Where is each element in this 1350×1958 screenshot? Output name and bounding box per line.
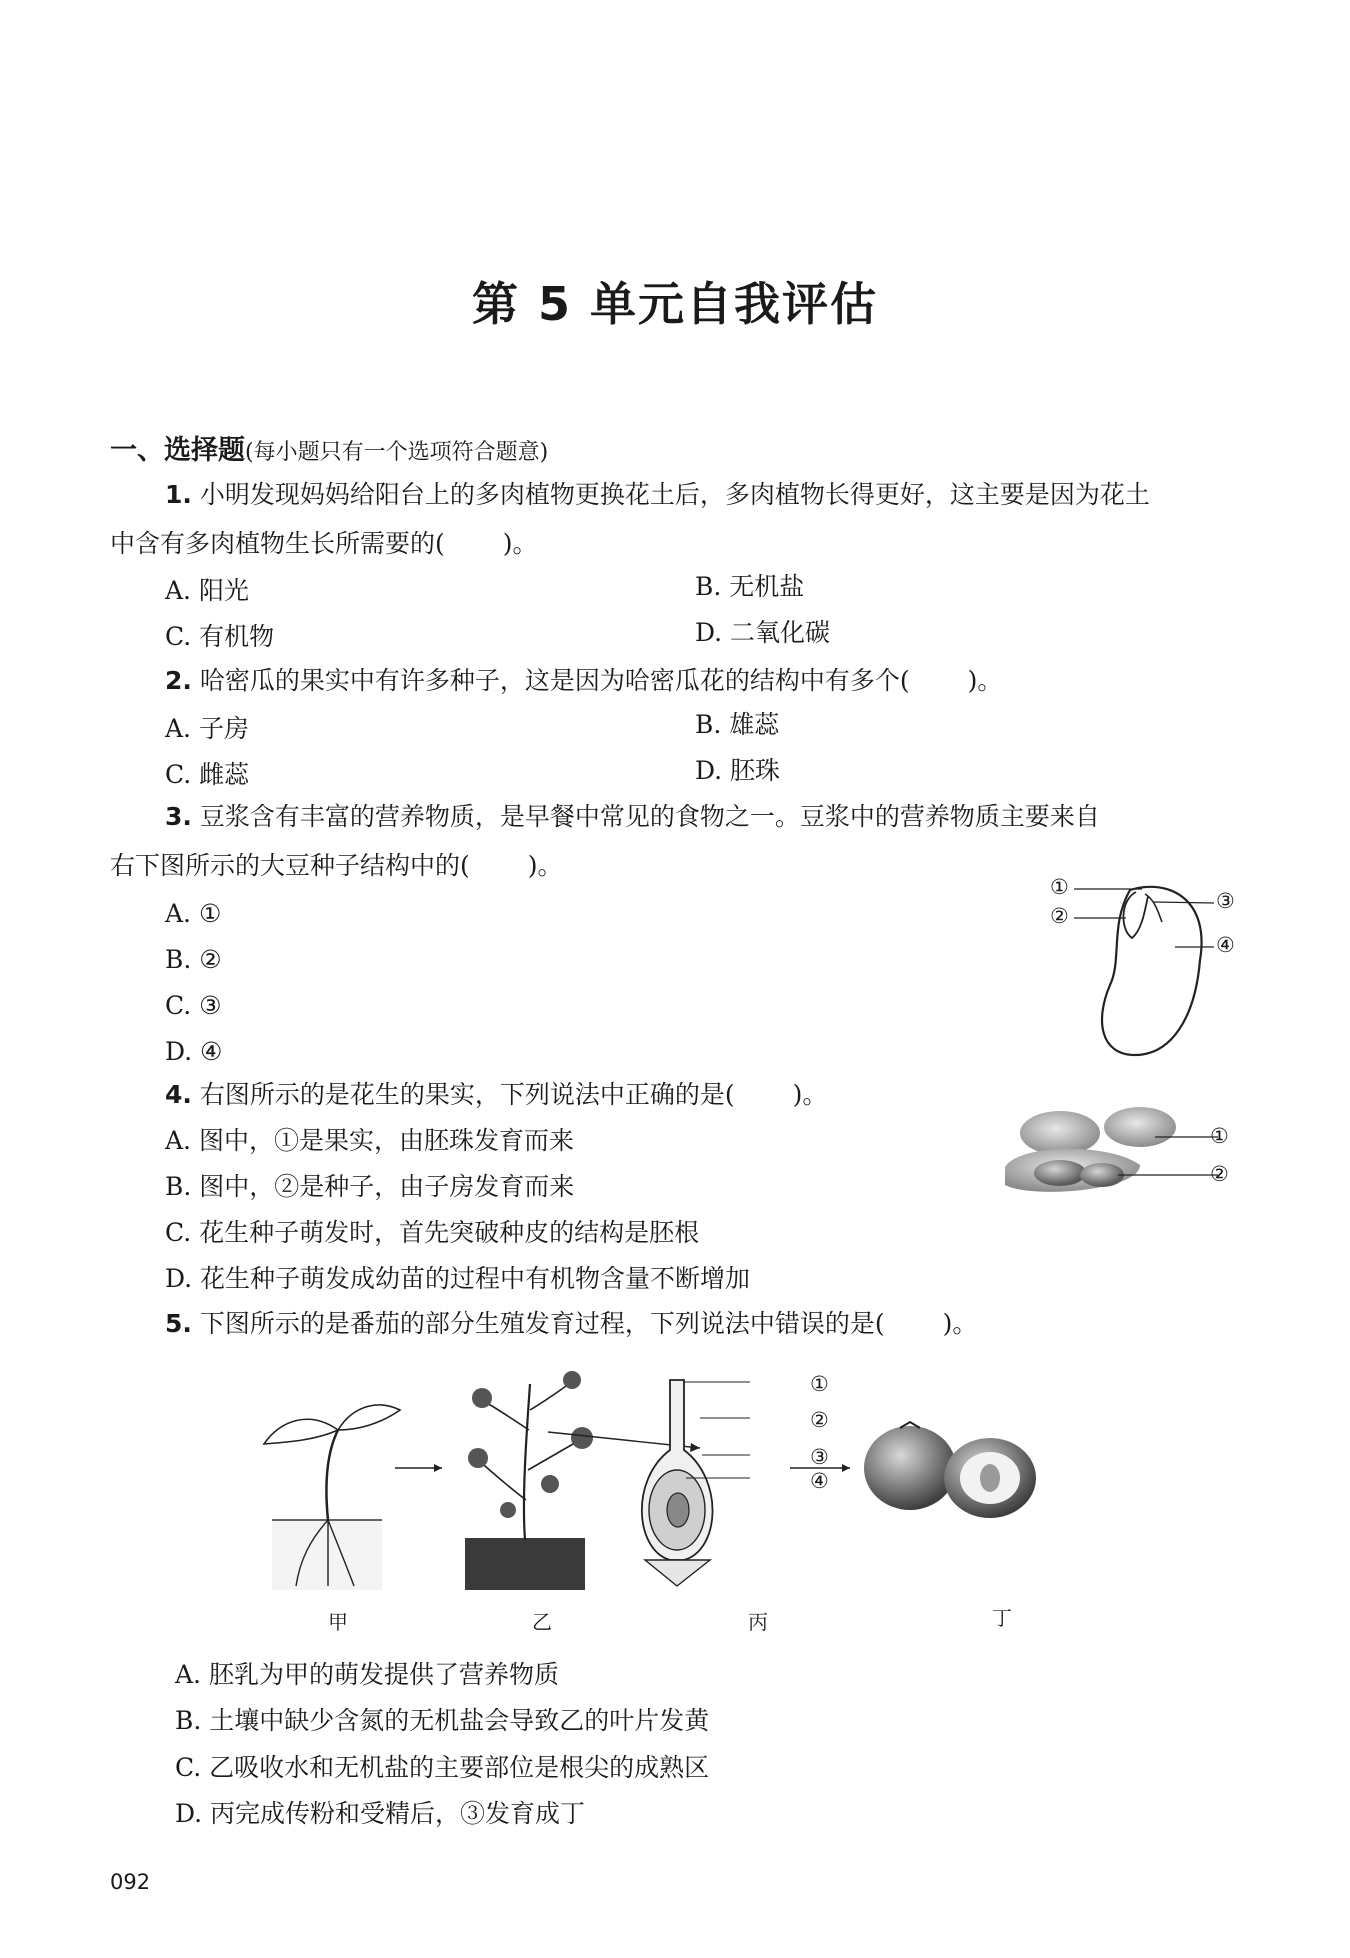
q5-option-d: D. 丙完成传粉和受精后，③发育成丁 — [175, 1799, 586, 1828]
q1-stem-line1: 小明发现妈妈给阳台上的多肉植物更换花土后，多肉植物长得更好，这主要是因为花土 — [199, 480, 1150, 509]
seed-label-3: ③ — [1216, 889, 1235, 913]
pistil-label-1: ① — [810, 1372, 829, 1396]
peanut-figure — [990, 1095, 1200, 1215]
seed-outline — [1102, 887, 1202, 1055]
q3-line1 — [165, 804, 1100, 829]
q4-option-c: C. 花生种子萌发时，首先突破种皮的结构是胚根 — [165, 1218, 700, 1247]
q2-number: 2. — [165, 666, 192, 695]
q1-line2 — [110, 531, 538, 556]
peanut-kernel-1 — [1034, 1160, 1086, 1186]
pistil-label-2: ② — [810, 1408, 829, 1432]
caption-jia: 甲 — [328, 1610, 348, 1634]
pistil-label-4: ④ — [810, 1469, 829, 1493]
q5-option-a: A. 胚乳为甲的萌发提供了营养物质 — [175, 1660, 559, 1689]
peanut-label-2: ② — [1210, 1162, 1229, 1186]
section-title: 一、选择题 — [110, 435, 245, 466]
q3-option-c: C. ③ — [165, 991, 222, 1020]
q4-line1 — [165, 1082, 827, 1107]
q3-stem-line2b: )。 — [527, 851, 563, 880]
q2-option-c: C. 雌蕊 — [165, 760, 250, 789]
q5-number: 5. — [165, 1309, 192, 1338]
q1-option-d: D. 二氧化碳 — [695, 618, 831, 647]
q2-option-d: D. 胚珠 — [695, 756, 781, 785]
q2-option-b: B. 雄蕊 — [695, 710, 780, 739]
caption-ding: 丁 — [992, 1606, 1012, 1630]
seed-label-1: ① — [1050, 875, 1069, 899]
peanut-shell-top — [1020, 1111, 1100, 1155]
q1-option-c: C. 有机物 — [165, 622, 275, 651]
q4-stem-a: 右图所示的是花生的果实，下列说法中正确的是( — [199, 1080, 735, 1109]
page-title: 第 5 单元自我评估 — [471, 277, 879, 331]
q1-number: 1. — [165, 480, 192, 509]
q3-option-b: B. ② — [165, 945, 222, 974]
q1-stem-line2a: 中含有多肉植物生长所需要的( — [110, 529, 445, 558]
q4-option-b: B. 图中，②是种子，由子房发育而来 — [165, 1172, 575, 1201]
q5-option-b: B. 土壤中缺少含氮的无机盐会导致乙的叶片发黄 — [175, 1706, 710, 1735]
q3-line2 — [110, 853, 563, 878]
seedling-jia — [264, 1405, 400, 1590]
q3-option-d: D. ④ — [165, 1037, 223, 1066]
seed-label-2: ② — [1050, 904, 1069, 928]
q3-stem-line2a: 右下图所示的大豆种子结构中的( — [110, 851, 470, 880]
q4-option-d: D. 花生种子萌发成幼苗的过程中有机物含量不断增加 — [165, 1264, 751, 1293]
seed-label-4: ④ — [1216, 933, 1235, 957]
page-number: 092 — [110, 1870, 151, 1894]
peanut-shell-right — [1104, 1107, 1176, 1147]
caption-bing: 丙 — [748, 1610, 768, 1634]
label-3-line — [1154, 902, 1214, 903]
q5-stem-a: 下图所示的是番茄的部分生殖发育过程，下列说法中错误的是( — [199, 1309, 885, 1338]
section-note: (每小题只有一个选项符合题意) — [245, 440, 549, 465]
q1-stem-line2b: )。 — [502, 529, 538, 558]
peanut-label-1: ① — [1210, 1124, 1229, 1148]
q1-option-b: B. 无机盐 — [695, 572, 805, 601]
q4-number: 4. — [165, 1080, 192, 1109]
seed-embryo-axis — [1123, 892, 1148, 938]
q5-line1 — [165, 1311, 977, 1336]
plant-yi — [465, 1371, 593, 1590]
peanut-kernel-2 — [1080, 1163, 1124, 1187]
section-heading — [110, 428, 548, 467]
q2-stem-a: 哈密瓜的果实中有许多种子，这是因为哈密瓜花的结构中有多个( — [199, 666, 910, 695]
caption-yi: 乙 — [532, 1610, 552, 1634]
pistil-bing — [642, 1380, 750, 1586]
q3-stem-line1: 豆浆含有丰富的营养物质，是早餐中常见的食物之一。豆浆中的营养物质主要来自 — [199, 802, 1100, 831]
tomato-lifecycle-figure — [250, 1360, 1110, 1600]
q3-number: 3. — [165, 802, 192, 831]
q4-option-a: A. 图中，①是果实，由胚珠发育而来 — [165, 1126, 574, 1155]
q1-option-a: A. 阳光 — [165, 576, 249, 605]
q5-option-c: C. 乙吸收水和无机盐的主要部位是根尖的成熟区 — [175, 1753, 710, 1782]
q4-stem-b: )。 — [792, 1080, 828, 1109]
q3-option-a: A. ① — [165, 899, 222, 928]
q2-line1 — [165, 668, 1002, 693]
tomato-ding — [864, 1422, 1036, 1518]
q2-option-a: A. 子房 — [165, 714, 249, 743]
q2-stem-b: )。 — [967, 666, 1003, 695]
pistil-label-3: ③ — [810, 1445, 829, 1469]
q5-stem-b: )。 — [942, 1309, 978, 1338]
q1-line1 — [165, 482, 1150, 507]
